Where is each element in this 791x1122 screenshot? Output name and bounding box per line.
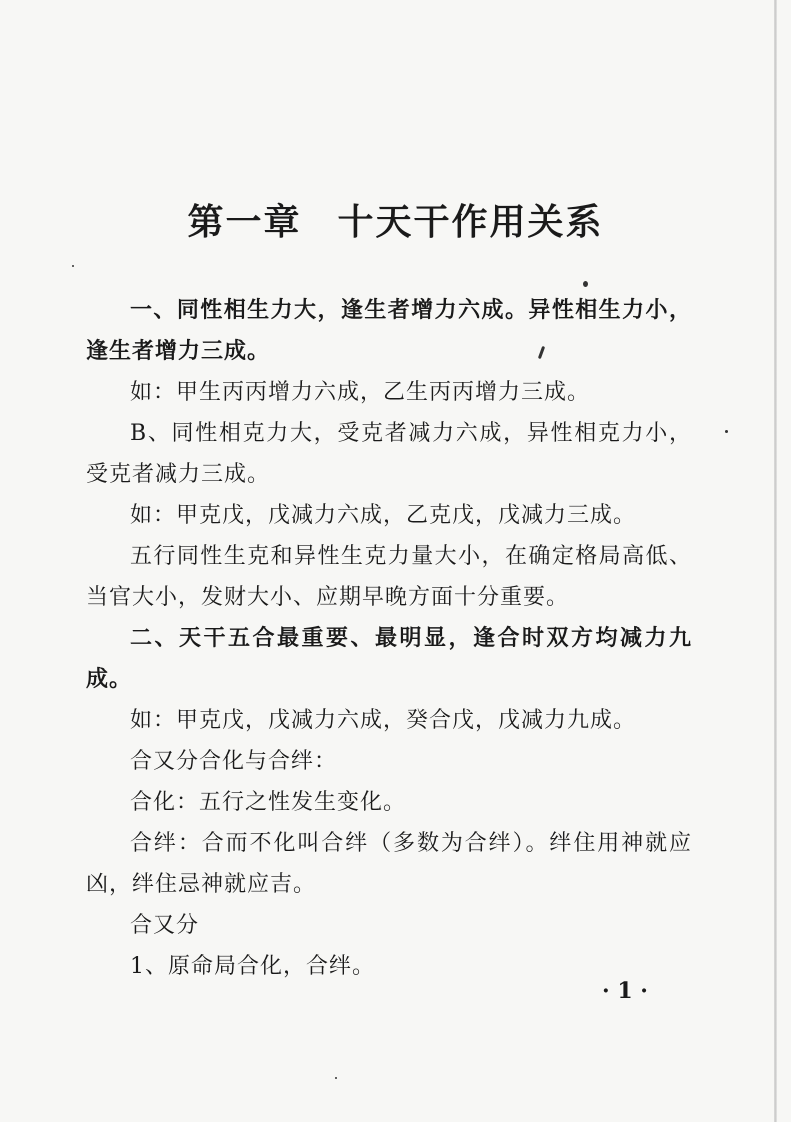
paragraph-1: 一、同性相生力大，逢生者增力六成。异性相生力小，逢生者增力三成。: [86, 298, 692, 364]
scan-speck: [335, 1077, 337, 1079]
paragraph-11: 合又分: [130, 913, 200, 938]
chapter-heading: 十天干作用关系: [337, 201, 604, 243]
paragraph-9: 合化：五行之性发生变化。: [130, 790, 407, 815]
paragraph-7: 如：甲克戊，戊减力六成，癸合戊，戊减力九成。: [130, 708, 637, 733]
scan-speck: [725, 430, 728, 433]
page-edge-shadow: [774, 0, 777, 1122]
scan-speck: [72, 265, 74, 267]
paragraph-12: 1、原命局合化，合绊。: [130, 954, 375, 979]
paragraph-4: 如：甲克戊，戊减力六成，乙克戊，戊减力三成。: [130, 503, 637, 528]
paragraph-8: 合又分合化与合绊：: [130, 749, 338, 774]
paragraph-10: 合绊：合而不化叫合绊（多数为合绊）。绊住用神就应凶，绊住忌神就应吉。: [86, 831, 692, 897]
scan-speck: [583, 281, 588, 287]
chapter-label: 第一章: [187, 201, 302, 243]
paragraph-5: 五行同性生克和异性生克力量大小，在确定格局高低、当官大小，发财大小、应期早晚方面十分重要。: [86, 544, 692, 610]
paragraph-3: B、同性相克力大，受克者减力六成，异性相克力小，受克者减力三成。: [86, 421, 692, 487]
body-text: [86, 290, 692, 987]
paragraph-6: 二、天干五合最重要、最明显，逢合时双方均减力九成。: [86, 626, 692, 692]
page-number: · 1 ·: [602, 978, 648, 1004]
chapter-title: [0, 194, 791, 245]
paragraph-2: 如：甲生丙丙增力六成，乙生丙丙增力三成。: [130, 380, 591, 405]
